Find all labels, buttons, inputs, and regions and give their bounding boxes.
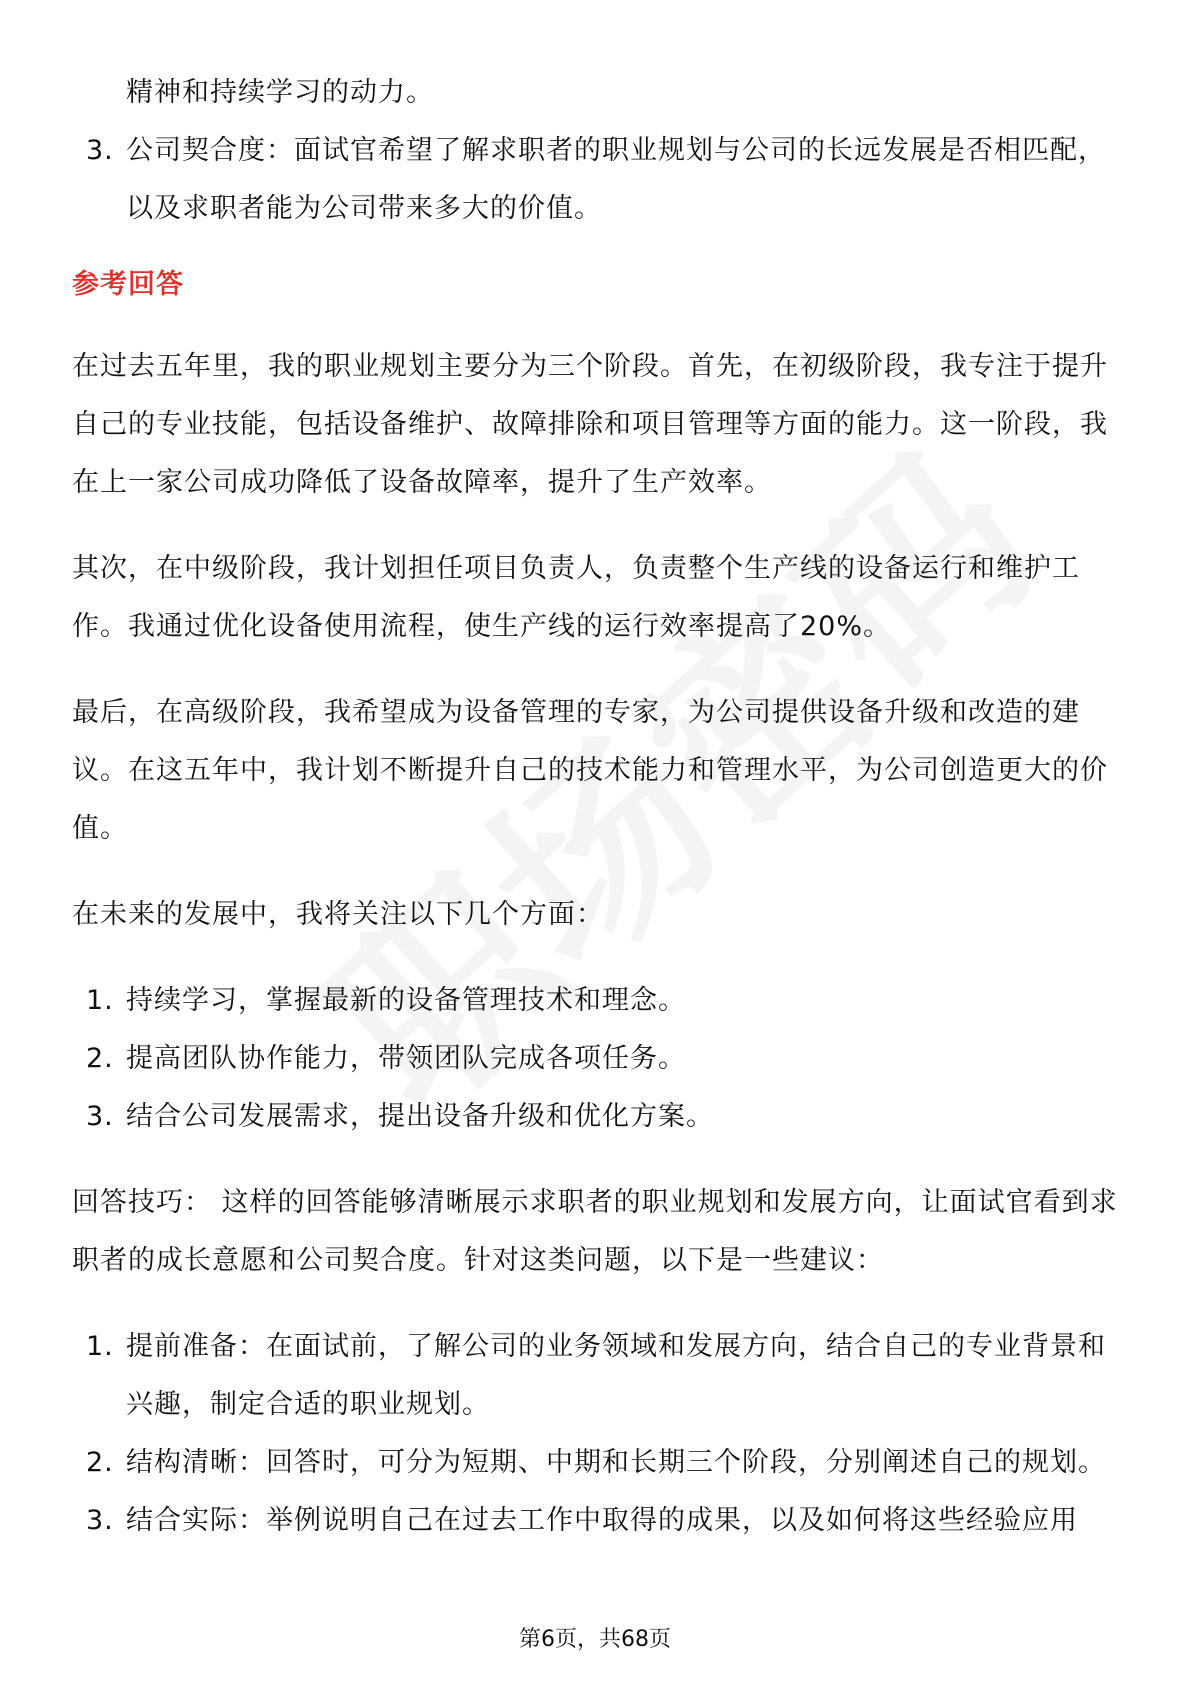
tips-paragraph: 回答技巧： 这样的回答能够清晰展示求职者的职业规划和发展方向，让面试官看到求职者的成长意愿和公司契合度。针对这类问题，以下是一些建议： bbox=[72, 1187, 1118, 1276]
page-footer: 第6页，共68页 bbox=[519, 1627, 671, 1652]
list-text: 公司契合度：面试官希望了解求职者的职业规划与公司的长远发展是否相匹配，以及求职者能为公司带来多大的价值。 bbox=[126, 135, 1106, 224]
continued-line: 精神和持续学习的动力。 bbox=[126, 77, 434, 108]
list-text: 结合实际：举例说明自己在过去工作中取得的成果，以及如何将这些经验应用 bbox=[126, 1505, 1078, 1536]
list-number: 2. bbox=[86, 1043, 114, 1074]
list-text: 持续学习，掌握最新的设备管理技术和理念。 bbox=[126, 985, 686, 1016]
list-text: 提高团队协作能力，带领团队完成各项任务。 bbox=[126, 1043, 686, 1074]
intro-list bbox=[72, 122, 1122, 238]
list-item bbox=[72, 1318, 1122, 1434]
tips-list bbox=[72, 1318, 1122, 1550]
answer-paragraph-2: 其次，在中级阶段，我计划担任项目负责人，负责整个生产线的设备运行和维护工作。我通过优化设备使用流程，使生产线的运行效率提高了20%。 bbox=[72, 553, 1080, 642]
list-number: 3. bbox=[86, 1505, 114, 1536]
list-item bbox=[72, 972, 1122, 1030]
list-item bbox=[72, 1088, 1122, 1146]
list-item bbox=[72, 122, 1122, 238]
answer-paragraph-3: 最后，在高级阶段，我希望成为设备管理的专家，为公司提供设备升级和改造的建议。在这五年中，我计划不断提升自己的技术能力和管理水平，为公司创造更大的价值。 bbox=[72, 697, 1108, 844]
section-heading: 参考回答 bbox=[72, 269, 184, 300]
answer-paragraph-4: 在未来的发展中，我将关注以下几个方面： bbox=[72, 899, 604, 930]
list-number: 1. bbox=[86, 1331, 114, 1362]
list-item bbox=[72, 1492, 1122, 1550]
list-text: 提前准备：在面试前，了解公司的业务领域和发展方向，结合自己的专业背景和兴趣，制定合适的职业规划。 bbox=[126, 1331, 1106, 1420]
list-number: 3. bbox=[86, 1101, 114, 1132]
list-number: 1. bbox=[86, 985, 114, 1016]
list-number: 2. bbox=[86, 1447, 114, 1478]
list-item bbox=[72, 1030, 1122, 1088]
list-text: 结合公司发展需求，提出设备升级和优化方案。 bbox=[126, 1101, 714, 1132]
page-content bbox=[72, 64, 1122, 1578]
list-text: 结构清晰：回答时，可分为短期、中期和长期三个阶段，分别阐述自己的规划。 bbox=[126, 1447, 1106, 1478]
focus-list bbox=[72, 972, 1122, 1146]
list-item bbox=[72, 1434, 1122, 1492]
list-number: 3. bbox=[86, 135, 114, 166]
answer-paragraph-1: 在过去五年里，我的职业规划主要分为三个阶段。首先，在初级阶段，我专注于提升自己的专业技能，包括设备维护、故障排除和项目管理等方面的能力。这一阶段，我在上一家公司成功降低了设备故障率，提升了生产效率。 bbox=[72, 351, 1108, 498]
